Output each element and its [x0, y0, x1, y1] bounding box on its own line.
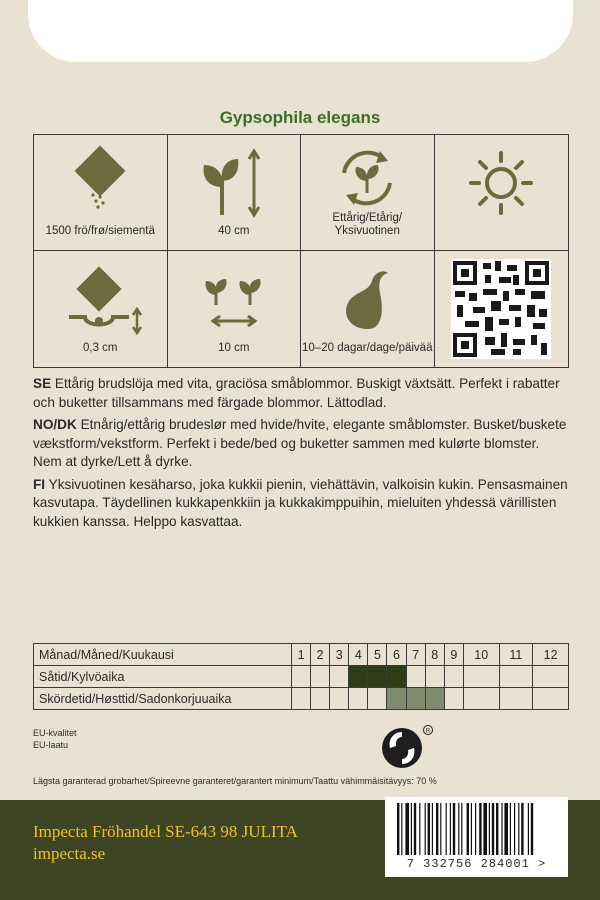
eu-quality-se: EU-kvalitet [33, 728, 77, 738]
sowing-label: Såtid/Kylvöaika [34, 666, 292, 688]
sowing-month-7 [406, 666, 425, 688]
month-6: 6 [387, 644, 406, 666]
barcode-bar [492, 803, 494, 855]
lang-code-se: SE [33, 376, 52, 391]
harvest-month-7 [406, 688, 425, 710]
spacing-label: 10 cm [218, 342, 250, 354]
sowing-row [34, 666, 569, 688]
icon-grid [33, 134, 569, 368]
barcode-bar [419, 803, 420, 855]
sowing-month-5 [368, 666, 387, 688]
month-2: 2 [311, 644, 330, 666]
description [33, 375, 569, 535]
lang-code-nodk: NO/DK [33, 417, 77, 432]
annual-cycle-icon [332, 143, 402, 213]
harvest-month-1 [292, 688, 311, 710]
month-12: 12 [533, 644, 569, 666]
barcode-bar [531, 803, 533, 855]
seed-packet-icon [65, 143, 135, 223]
eu-quality [33, 727, 77, 751]
harvest-month-9 [444, 688, 463, 710]
sowing-month-12 [533, 666, 569, 688]
barcode-bar [425, 803, 426, 855]
barcode-bar [489, 803, 490, 855]
company-address: Impecta Fröhandel SE-643 98 JULITA [33, 822, 298, 841]
month-8: 8 [425, 644, 444, 666]
barcode-bar [446, 803, 447, 855]
harvest-label: Skördetid/Høsttid/Sadonkorjuuaika [34, 688, 292, 710]
description-nodk [33, 416, 569, 472]
sowing-month-3 [330, 666, 349, 688]
germination-seed-icon [332, 259, 402, 334]
sowing-month-11 [499, 666, 533, 688]
harvest-month-8 [425, 688, 444, 710]
barcode-bar [428, 803, 430, 855]
qr-cell [435, 251, 569, 367]
sowing-month-8 [425, 666, 444, 688]
harvest-month-3 [330, 688, 349, 710]
harvest-month-2 [311, 688, 330, 710]
barcode-bar [411, 803, 412, 855]
barcode-bar [436, 803, 438, 855]
barcode-bar [521, 803, 523, 855]
barcode [385, 797, 568, 877]
month-10: 10 [463, 644, 499, 666]
packet-tab [28, 0, 573, 62]
sowing-month-10 [463, 666, 499, 688]
month-9: 9 [444, 644, 463, 666]
barcode-bar [405, 803, 409, 855]
month-4: 4 [349, 644, 368, 666]
barcode-bar [504, 803, 508, 855]
barcode-bar [475, 803, 476, 855]
harvest-month-6 [387, 688, 406, 710]
text-fi: Yksivuotinen kesäharso, joka kukkii pienin, viehättävin, valkoisin kukin. Pensasmainen kasvutapa. Täydellinen kukkapenkkiin ja kukkakimppuihin, mieluiten yhdessä värillisten kukkien kanssa. Helppo kasvattaa. [33, 476, 568, 529]
annual-label: Ettårig/Etårig/ Yksivuotinen [332, 212, 403, 237]
barcode-bar [453, 803, 455, 855]
harvest-month-4 [349, 688, 368, 710]
calendar-header-row [34, 644, 569, 666]
green-dot-recycling-icon [380, 724, 436, 770]
month-1: 1 [292, 644, 311, 666]
month-5: 5 [368, 644, 387, 666]
text-nodk: Etnårig/ettårig brudeslør med hvide/hvite, elegante småblomster. Busket/buskete vækstform/vekstform. Perfekt i bede/bed og buketter sammen med kulørte blomster. Nem at dyrke/Lett å dyrke. [33, 417, 567, 469]
month-11: 11 [499, 644, 533, 666]
barcode-bar [501, 803, 502, 855]
barcode-bar [397, 803, 399, 855]
seed-count-label: 1500 frö/frø/siementä [45, 225, 155, 237]
height-cell [168, 135, 302, 251]
website-link[interactable]: impecta.se [33, 844, 106, 863]
sowing-month-9 [444, 666, 463, 688]
barcode-bar [528, 803, 529, 855]
full-sun-icon [461, 143, 541, 223]
barcode-bar [450, 803, 451, 855]
depth-label: 0,3 cm [82, 342, 118, 354]
month-label: Månad/Måned/Kuukausi [34, 644, 292, 666]
depth-cell [34, 251, 168, 367]
sun-cell [435, 135, 569, 251]
sowing-calendar [33, 643, 569, 710]
text-se: Ettårig brudslöja med vita, graciösa småblommor. Buskigt växtsätt. Perfekt i rabatter och buketter tillsammans med färgade blommor. Lättodlad. [33, 376, 560, 410]
barcode-number: 7 332756 284001 > [406, 857, 547, 871]
lang-code-fi: FI [33, 476, 46, 492]
month-7: 7 [406, 644, 425, 666]
page-title: Gypsophila elegans [219, 108, 381, 127]
barcode-bar [479, 803, 481, 855]
seed-count-cell [34, 135, 168, 251]
barcode-bar [458, 803, 459, 855]
harvest-row [34, 688, 569, 710]
height-label: 40 cm [218, 225, 250, 237]
plant-height-icon [194, 143, 274, 223]
spacing-cell [168, 251, 302, 367]
barcode-bar [496, 803, 498, 855]
plant-spacing-icon [194, 259, 274, 339]
barcode-bar [518, 803, 519, 855]
eu-quality-fi: EU-laatu [33, 740, 69, 750]
sowing-month-1 [292, 666, 311, 688]
description-fi [33, 476, 569, 532]
barcode-bar [440, 803, 441, 855]
barcode-bar [514, 803, 515, 855]
sowing-month-4 [349, 666, 368, 688]
barcode-bars [397, 803, 557, 855]
month-3: 3 [330, 644, 349, 666]
harvest-month-10 [463, 688, 499, 710]
barcode-bar [483, 803, 487, 855]
harvest-month-12 [533, 688, 569, 710]
barcode-bar [471, 803, 472, 855]
sowing-month-6 [387, 666, 406, 688]
svg-text:R: R [425, 728, 431, 735]
barcode-bar [461, 803, 462, 855]
germination-label: 10–20 dagar/dage/päivää [302, 342, 433, 354]
barcode-bar [467, 803, 469, 855]
description-se [33, 375, 569, 412]
barcode-bar [510, 803, 511, 855]
germination-cell [301, 251, 435, 367]
barcode-bar [414, 803, 416, 855]
barcode-bar [401, 803, 402, 855]
qr-code-icon[interactable] [451, 259, 551, 359]
sowing-depth-icon [55, 259, 145, 339]
annual-cell [301, 135, 435, 251]
harvest-month-11 [499, 688, 533, 710]
germination-guarantee: Lägsta garanterad grobarhet/Spireevne garanteret/garantert minimum/Taattu vähimmäisitävyys: 70 % [33, 776, 437, 786]
barcode-bar [432, 803, 433, 855]
harvest-month-5 [368, 688, 387, 710]
sowing-month-2 [311, 666, 330, 688]
